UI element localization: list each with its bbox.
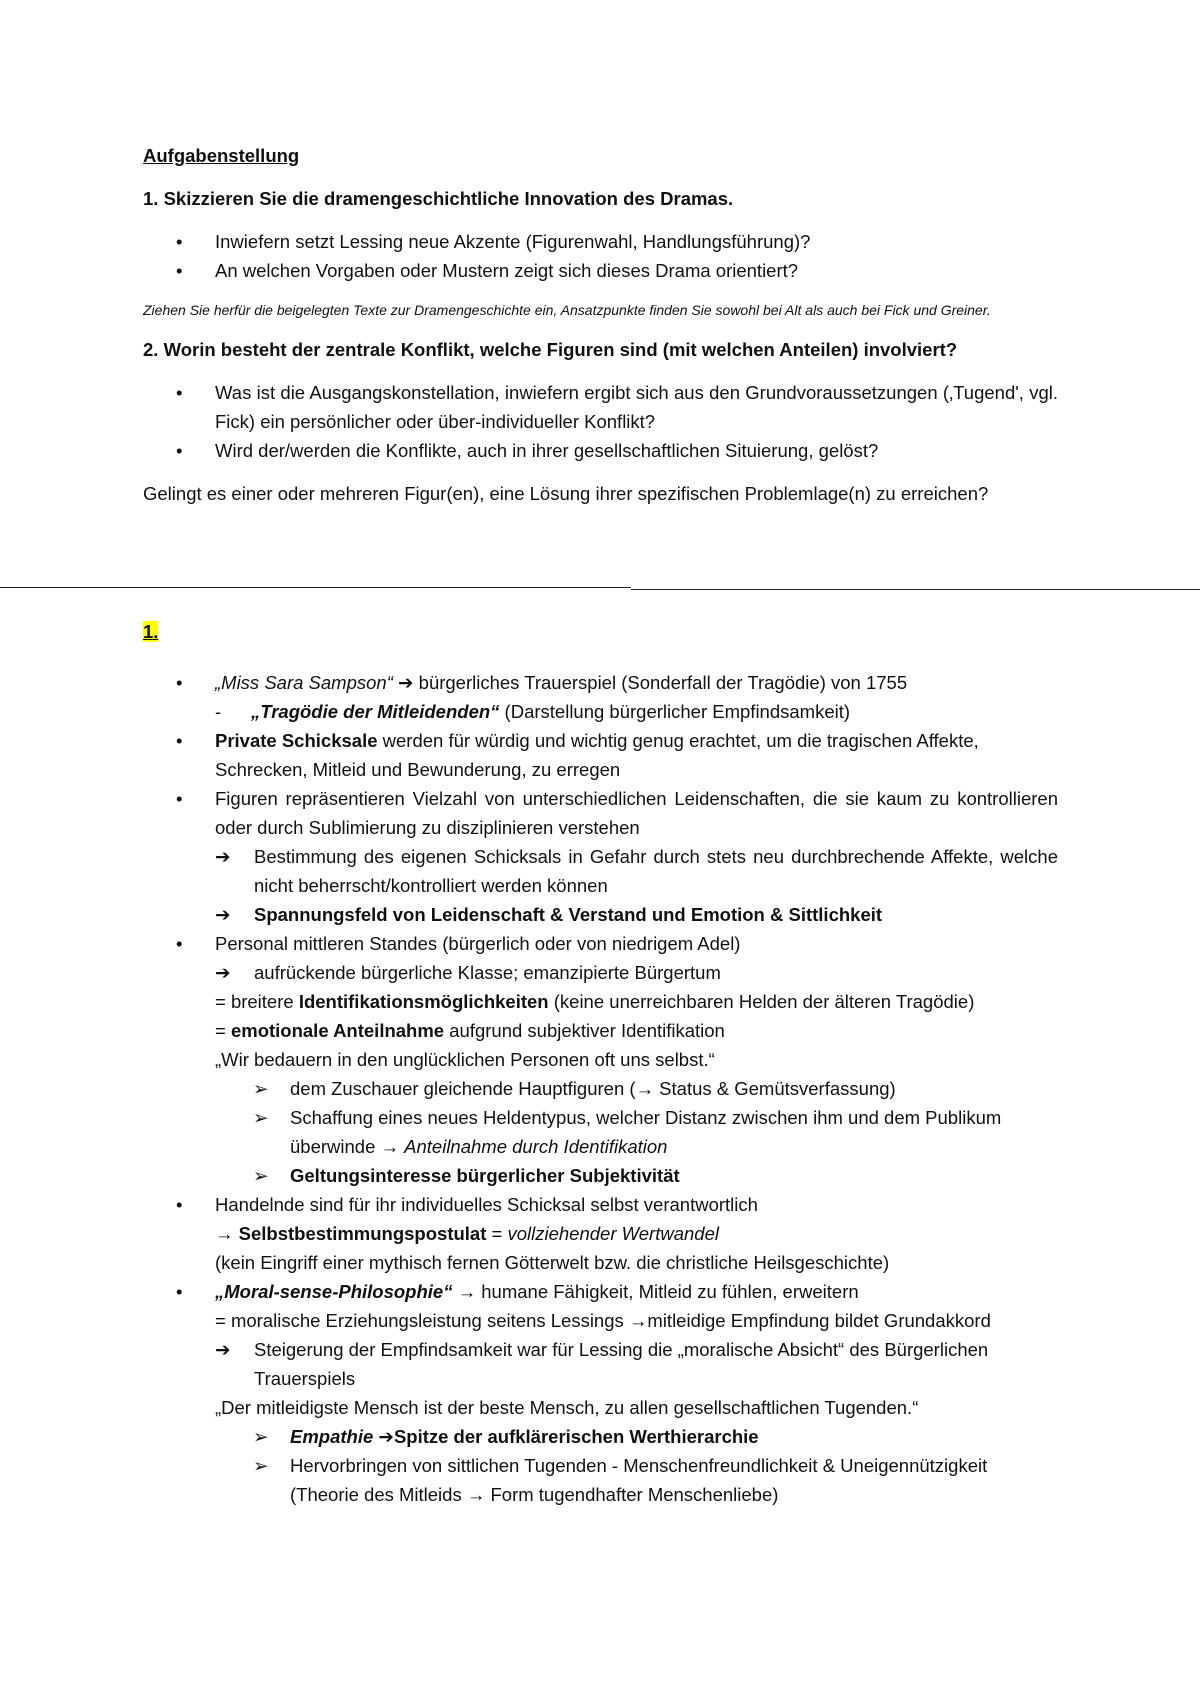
answer-bullet-5-line-3: (kein Eingriff einer mythisch fernen Götterwelt bzw. die christliche Heilsgeschichte) (215, 1252, 890, 1273)
question-2-title: 2. Worin besteht der zentrale Konflikt, welche Figuren sind (mit welchen Anteilen) involviert? (143, 339, 958, 360)
arrow-icon: ➔ (378, 1426, 394, 1447)
answer-section (143, 617, 1058, 1509)
answer-number: 1. (143, 621, 159, 642)
arrow-icon: → (380, 1136, 400, 1157)
task-closing-question: Gelingt es einer oder mehreren Figur(en), eine Lösung ihrer spezifischen Problemlage(n) zu erreichen? (143, 483, 989, 504)
question-1-bullet-1: • Inwiefern setzt Lessing neue Akzente (Figurenwahl, Handlungsführung)? (143, 227, 1058, 256)
answer-bullet-5-line-2: → Selbstbestimmungspostulat = vollziehender Wertwandel (215, 1223, 719, 1244)
answer-bullet-4-eq-1: = breitere Identifikationsmöglichkeiten (keine unerreichbaren Helden der älteren Tragödie) (215, 991, 975, 1012)
answer-bullet-4-sub-3: ➢ Geltungsinteresse bürgerlicher Subjektivität (143, 1161, 1058, 1190)
answer-bullet-6-arrow: ➔ Steigerung der Empfindsamkeit war für Lessing die „moralische Absicht“ des Bürgerlichen Trauerspiels (143, 1335, 1058, 1393)
section-divider-right (631, 589, 1200, 590)
answer-bullet-6-sub-2: ➢ Hervorbringen von sittlichen Tugenden - Menschenfreundlichkeit & Uneigennützigkeit (Theorie des Mitleids → Form tugendhafter Menschenliebe) (143, 1451, 1058, 1509)
answer-bullet-3: • Figuren repräsentieren Vielzahl von unterschiedlichen Leidenschaften, die sie kaum zu kontrollieren oder durch Sublimierung zu disziplinieren verstehen (143, 784, 1058, 842)
task-heading: Aufgabenstellung (143, 145, 300, 166)
arrow-icon: → (466, 1484, 486, 1505)
answer-bullet-6-eq: = moralische Erziehungsleistung seitens Lessings →mitleidige Empfindung bildet Grundakkord (215, 1310, 991, 1331)
answer-bullet-6: • „Moral-sense-Philosophie“ → humane Fähigkeit, Mitleid zu fühlen, erweitern (143, 1277, 1058, 1306)
task-note: Ziehen Sie herfür die beigelegten Texte zur Dramengeschichte ein, Ansatzpunkte finden Sie sowohl bei Alt als auch bei Fick und Greiner. (143, 302, 991, 318)
question-2-bullet-1: • Was ist die Ausgangskonstellation, inwiefern ergibt sich aus den Grundvoraussetzungen (‚Tugend', vgl. Fick) ein persönlicher oder über-individueller Konflikt? (143, 378, 1058, 436)
drama-title: „Miss Sara Sampson“ (215, 672, 393, 693)
task-section (143, 141, 1058, 508)
answer-bullet-4-quote: „Wir bedauern in den unglücklichen Personen oft uns selbst.“ (215, 1049, 715, 1070)
question-1-title: 1. Skizzieren Sie die dramengeschichtliche Innovation des Dramas. (143, 188, 734, 209)
arrow-icon: → (635, 1078, 655, 1099)
question-2-bullet-2: • Wird der/werden die Konflikte, auch in ihrer gesellschaftlichen Situierung, gelöst? (143, 436, 1058, 465)
answer-bullet-5: • Handelnde sind für ihr individuelles Schicksal selbst verantwortlich (143, 1190, 1058, 1219)
answer-bullet-4-sub-2: ➢ Schaffung eines neues Heldentypus, welcher Distanz zwischen ihm und dem Publikum überwinde → Anteilnahme durch Identifikation (143, 1103, 1058, 1161)
answer-bullet-4-sub-1: ➢ dem Zuschauer gleichende Hauptfiguren (→ Status & Gemütsverfassung) (143, 1074, 1058, 1103)
answer-bullet-2: • Private Schicksale werden für würdig und wichtig genug erachtet, um die tragischen Affekte, Schrecken, Mitleid und Bewunderung, zu erregen (143, 726, 1058, 784)
arrow-icon: → (457, 1281, 477, 1302)
arrow-icon: ➔ (398, 672, 414, 693)
arrow-icon: → (628, 1310, 648, 1331)
answer-bullet-6-quote: „Der mitleidigste Mensch ist der beste Mensch, zu allen gesellschaftlichen Tugenden.“ (215, 1397, 919, 1418)
answer-bullet-3-arrow-1: ➔ Bestimmung des eigenen Schicksals in Gefahr durch stets neu durchbrechende Affekte, welche nicht beherrscht/kontrolliert werden können (143, 842, 1058, 900)
answer-bullet-3-arrow-2: ➔ Spannungsfeld von Leidenschaft & Verstand und Emotion & Sittlichkeit (143, 900, 1058, 929)
arrow-icon: → (215, 1223, 234, 1244)
section-divider-left (0, 587, 631, 588)
answer-bullet-1-dash: - „Tragödie der Mitleidenden“ (Darstellung bürgerlicher Empfindsamkeit) (143, 697, 1058, 726)
answer-bullet-4-arrow: ➔ aufrückende bürgerliche Klasse; emanzipierte Bürgertum (143, 958, 1058, 987)
answer-bullet-6-sub-1: ➢ Empathie ➔Spitze der aufklärerischen Werthierarchie (143, 1422, 1058, 1451)
answer-number-row (143, 617, 1058, 646)
question-1-bullet-2: • An welchen Vorgaben oder Mustern zeigt sich dieses Drama orientiert? (143, 256, 1058, 285)
answer-bullet-1: • „Miss Sara Sampson“ ➔ bürgerliches Trauerspiel (Sonderfall der Tragödie) von 1755 (143, 668, 1058, 697)
answer-bullet-4-eq-2: = emotionale Anteilnahme aufgrund subjektiver Identifikation (215, 1020, 725, 1041)
answer-bullet-4: • Personal mittleren Standes (bürgerlich oder von niedrigem Adel) (143, 929, 1058, 958)
